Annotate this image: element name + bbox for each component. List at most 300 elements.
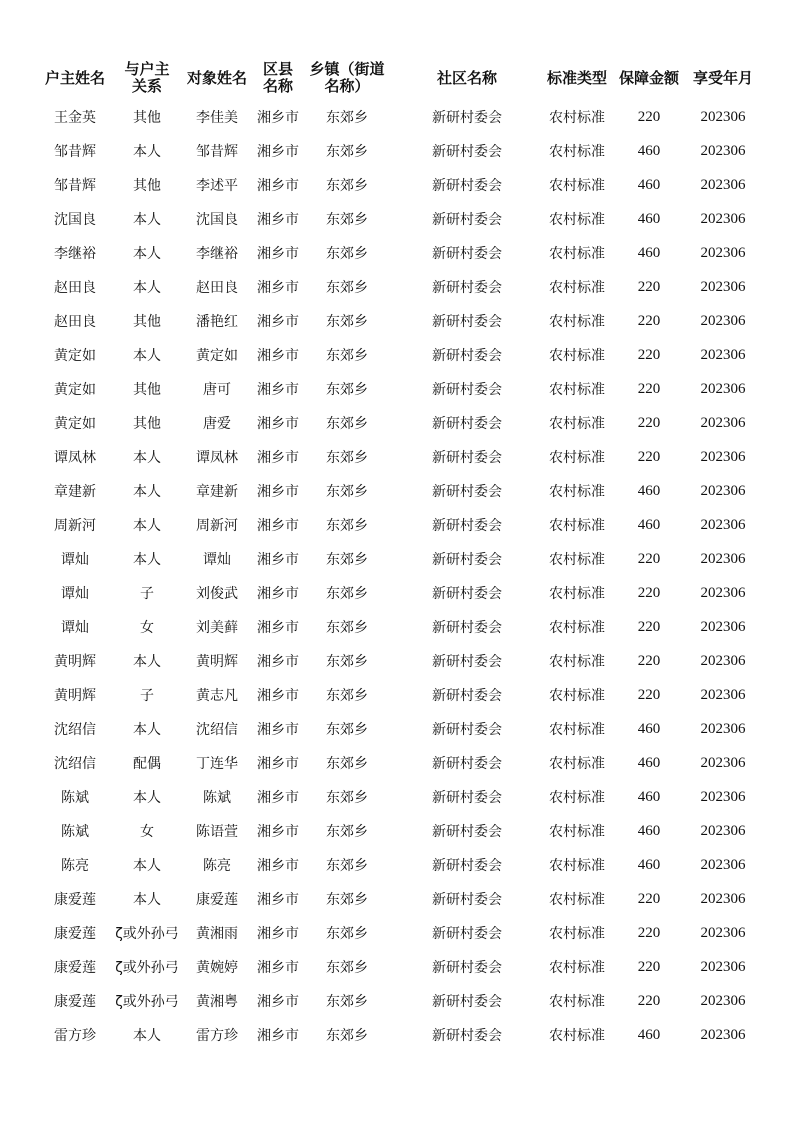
- header-county-name-line: 区县: [262, 60, 293, 78]
- cell-township-name: 东郊乡: [326, 994, 368, 1010]
- table-row: [38, 916, 758, 950]
- cell-standard-type: 农村标准: [549, 178, 605, 194]
- table-header-row: [38, 56, 758, 100]
- cell-community-name: 新研村委会: [432, 110, 502, 126]
- cell-recipient-name: 李继裕: [196, 246, 238, 262]
- cell-benefit-month: 202306: [700, 380, 746, 397]
- cell-standard-type: 农村标准: [549, 586, 605, 602]
- header-township-name-line: 名称）: [324, 77, 370, 95]
- cell-recipient-name: 邹昔辉: [196, 144, 238, 160]
- cell-township-name: 东郊乡: [326, 926, 368, 942]
- cell-household-head-name: 谭灿: [61, 552, 89, 568]
- cell-recipient-name: 周新河: [196, 518, 238, 534]
- cell-household-head-name: 李继裕: [54, 246, 96, 262]
- cell-relation-to-head: ζ或外孙弓: [115, 994, 179, 1010]
- cell-benefit-month: 202306: [700, 958, 746, 975]
- cell-household-head-name: 沈国良: [54, 212, 96, 228]
- cell-recipient-name: 陈斌: [203, 790, 231, 806]
- cell-relation-to-head: 子: [140, 688, 154, 704]
- cell-standard-type: 农村标准: [549, 756, 605, 772]
- cell-community-name: 新研村委会: [432, 314, 502, 330]
- cell-community-name: 新研村委会: [432, 994, 502, 1010]
- cell-benefit-amount: 460: [637, 720, 661, 737]
- cell-township-name: 东郊乡: [326, 382, 368, 398]
- cell-county-name: 湘乡市: [257, 892, 299, 908]
- table-row: [38, 372, 758, 406]
- cell-township-name: 东郊乡: [326, 756, 368, 772]
- cell-household-head-name: 黄定如: [54, 416, 96, 432]
- cell-community-name: 新研村委会: [432, 1028, 502, 1044]
- cell-benefit-month: 202306: [700, 584, 746, 601]
- cell-relation-to-head: 本人: [133, 722, 161, 738]
- cell-benefit-amount: 220: [637, 278, 661, 295]
- cell-county-name: 湘乡市: [257, 518, 299, 534]
- header-relation-to-head-line: 与户主: [124, 60, 170, 78]
- document-page: [38, 56, 758, 1052]
- cell-standard-type: 农村标准: [549, 382, 605, 398]
- cell-standard-type: 农村标准: [549, 722, 605, 738]
- cell-recipient-name: 唐爱: [203, 416, 231, 432]
- header-household-head-name-line: 户主姓名: [44, 68, 105, 87]
- cell-relation-to-head: 本人: [133, 246, 161, 262]
- cell-county-name: 湘乡市: [257, 790, 299, 806]
- cell-community-name: 新研村委会: [432, 280, 502, 296]
- table-row: [38, 576, 758, 610]
- table-row: [38, 848, 758, 882]
- cell-relation-to-head: 本人: [133, 790, 161, 806]
- cell-community-name: 新研村委会: [432, 450, 502, 466]
- cell-recipient-name: 唐可: [203, 382, 231, 398]
- cell-benefit-amount: 220: [637, 924, 661, 941]
- cell-benefit-amount: 460: [637, 482, 661, 499]
- table-row: [38, 406, 758, 440]
- table-row: [38, 678, 758, 712]
- cell-township-name: 东郊乡: [326, 824, 368, 840]
- cell-benefit-month: 202306: [700, 618, 746, 635]
- cell-benefit-amount: 460: [637, 516, 661, 533]
- cell-standard-type: 农村标准: [549, 892, 605, 908]
- cell-benefit-amount: 220: [637, 618, 661, 635]
- cell-county-name: 湘乡市: [257, 858, 299, 874]
- cell-recipient-name: 潘艳红: [196, 314, 238, 330]
- cell-benefit-amount: 220: [637, 346, 661, 363]
- cell-county-name: 湘乡市: [257, 450, 299, 466]
- cell-relation-to-head: 其他: [133, 110, 161, 126]
- table-row: [38, 134, 758, 168]
- table-row: [38, 950, 758, 984]
- cell-benefit-amount: 220: [637, 312, 661, 329]
- cell-standard-type: 农村标准: [549, 858, 605, 874]
- cell-community-name: 新研村委会: [432, 484, 502, 500]
- cell-recipient-name: 刘美藓: [196, 620, 238, 636]
- cell-relation-to-head: 本人: [133, 450, 161, 466]
- cell-benefit-month: 202306: [700, 210, 746, 227]
- cell-household-head-name: 黄定如: [54, 348, 96, 364]
- cell-household-head-name: 谭灿: [61, 620, 89, 636]
- cell-relation-to-head: 本人: [133, 1028, 161, 1044]
- cell-household-head-name: 周新河: [54, 518, 96, 534]
- cell-benefit-amount: 460: [637, 142, 661, 159]
- cell-benefit-amount: 460: [637, 754, 661, 771]
- header-relation-to-head-line: 关系: [131, 77, 162, 95]
- cell-community-name: 新研村委会: [432, 518, 502, 534]
- header-county-name: [252, 56, 304, 100]
- cell-relation-to-head: 配偶: [133, 756, 161, 772]
- cell-county-name: 湘乡市: [257, 960, 299, 976]
- cell-community-name: 新研村委会: [432, 144, 502, 160]
- cell-benefit-month: 202306: [700, 346, 746, 363]
- cell-benefit-amount: 220: [637, 958, 661, 975]
- cell-community-name: 新研村委会: [432, 552, 502, 568]
- cell-standard-type: 农村标准: [549, 314, 605, 330]
- cell-benefit-month: 202306: [700, 244, 746, 261]
- cell-township-name: 东郊乡: [326, 314, 368, 330]
- cell-relation-to-head: 本人: [133, 892, 161, 908]
- cell-standard-type: 农村标准: [549, 620, 605, 636]
- cell-benefit-month: 202306: [700, 312, 746, 329]
- cell-recipient-name: 黄明辉: [196, 654, 238, 670]
- cell-standard-type: 农村标准: [549, 348, 605, 364]
- cell-community-name: 新研村委会: [432, 212, 502, 228]
- cell-benefit-month: 202306: [700, 754, 746, 771]
- cell-benefit-month: 202306: [700, 686, 746, 703]
- cell-benefit-amount: 220: [637, 550, 661, 567]
- cell-community-name: 新研村委会: [432, 382, 502, 398]
- cell-relation-to-head: 本人: [133, 858, 161, 874]
- header-household-head-name: [38, 56, 112, 100]
- cell-recipient-name: 丁连华: [196, 756, 238, 772]
- cell-household-head-name: 黄明辉: [54, 654, 96, 670]
- cell-community-name: 新研村委会: [432, 246, 502, 262]
- cell-benefit-amount: 220: [637, 414, 661, 431]
- cell-standard-type: 农村标准: [549, 654, 605, 670]
- cell-standard-type: 农村标准: [549, 484, 605, 500]
- cell-household-head-name: 章建新: [54, 484, 96, 500]
- cell-benefit-month: 202306: [700, 924, 746, 941]
- cell-relation-to-head: 其他: [133, 416, 161, 432]
- cell-township-name: 东郊乡: [326, 450, 368, 466]
- table-row: [38, 236, 758, 270]
- table-row: [38, 814, 758, 848]
- cell-standard-type: 农村标准: [549, 790, 605, 806]
- cell-township-name: 东郊乡: [326, 178, 368, 194]
- cell-relation-to-head: 本人: [133, 484, 161, 500]
- cell-county-name: 湘乡市: [257, 382, 299, 398]
- cell-relation-to-head: 本人: [133, 348, 161, 364]
- header-recipient-name-line: 对象姓名: [186, 68, 247, 87]
- cell-standard-type: 农村标准: [549, 416, 605, 432]
- cell-standard-type: 农村标准: [549, 960, 605, 976]
- cell-recipient-name: 黄婉婷: [196, 960, 238, 976]
- cell-household-head-name: 王金英: [54, 110, 96, 126]
- cell-recipient-name: 李佳美: [196, 110, 238, 126]
- cell-relation-to-head: 其他: [133, 314, 161, 330]
- cell-recipient-name: 谭灿: [203, 552, 231, 568]
- table-row: [38, 508, 758, 542]
- cell-county-name: 湘乡市: [257, 552, 299, 568]
- cell-household-head-name: 谭灿: [61, 586, 89, 602]
- cell-benefit-month: 202306: [700, 176, 746, 193]
- cell-household-head-name: 雷方珍: [54, 1028, 96, 1044]
- header-recipient-name: [182, 56, 252, 100]
- cell-standard-type: 农村标准: [549, 824, 605, 840]
- table-row: [38, 780, 758, 814]
- cell-benefit-amount: 220: [637, 652, 661, 669]
- table-row: [38, 712, 758, 746]
- cell-recipient-name: 谭凤林: [196, 450, 238, 466]
- cell-county-name: 湘乡市: [257, 994, 299, 1010]
- cell-township-name: 东郊乡: [326, 654, 368, 670]
- cell-community-name: 新研村委会: [432, 586, 502, 602]
- cell-township-name: 东郊乡: [326, 110, 368, 126]
- cell-relation-to-head: 女: [140, 824, 154, 840]
- cell-township-name: 东郊乡: [326, 280, 368, 296]
- cell-township-name: 东郊乡: [326, 416, 368, 432]
- cell-county-name: 湘乡市: [257, 688, 299, 704]
- table-row: [38, 338, 758, 372]
- cell-standard-type: 农村标准: [549, 450, 605, 466]
- cell-relation-to-head: ζ或外孙弓: [115, 960, 179, 976]
- cell-benefit-amount: 220: [637, 448, 661, 465]
- cell-benefit-amount: 460: [637, 176, 661, 193]
- cell-recipient-name: 刘俊武: [196, 586, 238, 602]
- cell-county-name: 湘乡市: [257, 178, 299, 194]
- cell-recipient-name: 陈语萱: [196, 824, 238, 840]
- cell-household-head-name: 陈斌: [61, 790, 89, 806]
- cell-county-name: 湘乡市: [257, 348, 299, 364]
- cell-township-name: 东郊乡: [326, 348, 368, 364]
- cell-benefit-amount: 220: [637, 686, 661, 703]
- cell-county-name: 湘乡市: [257, 926, 299, 942]
- cell-benefit-amount: 460: [637, 822, 661, 839]
- cell-township-name: 东郊乡: [326, 246, 368, 262]
- cell-benefit-month: 202306: [700, 652, 746, 669]
- cell-recipient-name: 黄志凡: [196, 688, 238, 704]
- header-community-name-line: 社区名称: [436, 68, 497, 87]
- cell-household-head-name: 邹昔辉: [54, 144, 96, 160]
- cell-township-name: 东郊乡: [326, 858, 368, 874]
- cell-county-name: 湘乡市: [257, 212, 299, 228]
- cell-county-name: 湘乡市: [257, 314, 299, 330]
- table-row: [38, 1018, 758, 1052]
- cell-recipient-name: 康爱莲: [196, 892, 238, 908]
- table-row: [38, 202, 758, 236]
- cell-township-name: 东郊乡: [326, 790, 368, 806]
- cell-township-name: 东郊乡: [326, 144, 368, 160]
- assistance-table: [38, 56, 758, 1052]
- cell-relation-to-head: 本人: [133, 280, 161, 296]
- table-body: [38, 100, 758, 1052]
- table-row: [38, 168, 758, 202]
- cell-household-head-name: 陈亮: [61, 858, 89, 874]
- cell-community-name: 新研村委会: [432, 892, 502, 908]
- cell-recipient-name: 赵田良: [196, 280, 238, 296]
- cell-county-name: 湘乡市: [257, 144, 299, 160]
- cell-county-name: 湘乡市: [257, 246, 299, 262]
- cell-benefit-amount: 460: [637, 210, 661, 227]
- cell-recipient-name: 李述平: [196, 178, 238, 194]
- cell-relation-to-head: 其他: [133, 382, 161, 398]
- cell-benefit-month: 202306: [700, 482, 746, 499]
- cell-community-name: 新研村委会: [432, 178, 502, 194]
- cell-community-name: 新研村委会: [432, 926, 502, 942]
- cell-benefit-month: 202306: [700, 1026, 746, 1043]
- cell-recipient-name: 黄定如: [196, 348, 238, 364]
- cell-household-head-name: 黄明辉: [54, 688, 96, 704]
- header-county-name-line: 名称: [262, 77, 293, 95]
- cell-household-head-name: 康爱莲: [54, 926, 96, 942]
- cell-benefit-amount: 220: [637, 992, 661, 1009]
- cell-township-name: 东郊乡: [326, 620, 368, 636]
- cell-county-name: 湘乡市: [257, 824, 299, 840]
- cell-benefit-month: 202306: [700, 822, 746, 839]
- cell-benefit-month: 202306: [700, 108, 746, 125]
- cell-community-name: 新研村委会: [432, 722, 502, 738]
- cell-benefit-amount: 220: [637, 890, 661, 907]
- cell-recipient-name: 陈亮: [203, 858, 231, 874]
- cell-standard-type: 农村标准: [549, 144, 605, 160]
- table-row: [38, 474, 758, 508]
- cell-county-name: 湘乡市: [257, 1028, 299, 1044]
- cell-standard-type: 农村标准: [549, 994, 605, 1010]
- header-benefit-month-line: 享受年月: [692, 68, 753, 87]
- cell-benefit-amount: 460: [637, 244, 661, 261]
- cell-household-head-name: 陈斌: [61, 824, 89, 840]
- cell-township-name: 东郊乡: [326, 586, 368, 602]
- cell-recipient-name: 雷方珍: [196, 1028, 238, 1044]
- cell-relation-to-head: 本人: [133, 212, 161, 228]
- header-township-name-line: 乡镇（街道: [309, 60, 385, 78]
- cell-household-head-name: 康爱莲: [54, 994, 96, 1010]
- cell-county-name: 湘乡市: [257, 416, 299, 432]
- cell-household-head-name: 赵田良: [54, 280, 96, 296]
- header-community-name: [390, 56, 544, 100]
- table-row: [38, 270, 758, 304]
- table-row: [38, 304, 758, 338]
- table-row: [38, 746, 758, 780]
- cell-benefit-month: 202306: [700, 856, 746, 873]
- table-row: [38, 644, 758, 678]
- cell-community-name: 新研村委会: [432, 960, 502, 976]
- cell-standard-type: 农村标准: [549, 518, 605, 534]
- cell-benefit-month: 202306: [700, 788, 746, 805]
- cell-benefit-amount: 460: [637, 1026, 661, 1043]
- cell-community-name: 新研村委会: [432, 756, 502, 772]
- header-township-name: [304, 56, 390, 100]
- cell-community-name: 新研村委会: [432, 824, 502, 840]
- cell-recipient-name: 黄湘粤: [196, 994, 238, 1010]
- header-benefit-month: [688, 56, 758, 100]
- cell-township-name: 东郊乡: [326, 484, 368, 500]
- table-row: [38, 882, 758, 916]
- cell-standard-type: 农村标准: [549, 688, 605, 704]
- cell-household-head-name: 沈绍信: [54, 722, 96, 738]
- cell-relation-to-head: 其他: [133, 178, 161, 194]
- cell-benefit-month: 202306: [700, 720, 746, 737]
- cell-township-name: 东郊乡: [326, 688, 368, 704]
- cell-household-head-name: 邹昔辉: [54, 178, 96, 194]
- cell-relation-to-head: 本人: [133, 518, 161, 534]
- cell-community-name: 新研村委会: [432, 416, 502, 432]
- cell-recipient-name: 沈绍信: [196, 722, 238, 738]
- cell-standard-type: 农村标准: [549, 1028, 605, 1044]
- cell-benefit-amount: 460: [637, 788, 661, 805]
- cell-community-name: 新研村委会: [432, 654, 502, 670]
- cell-county-name: 湘乡市: [257, 620, 299, 636]
- cell-relation-to-head: 子: [140, 586, 154, 602]
- cell-county-name: 湘乡市: [257, 280, 299, 296]
- cell-recipient-name: 沈国良: [196, 212, 238, 228]
- table-row: [38, 542, 758, 576]
- cell-township-name: 东郊乡: [326, 212, 368, 228]
- header-standard-type: [544, 56, 610, 100]
- cell-community-name: 新研村委会: [432, 688, 502, 704]
- cell-recipient-name: 黄湘雨: [196, 926, 238, 942]
- cell-household-head-name: 黄定如: [54, 382, 96, 398]
- table-row: [38, 100, 758, 134]
- cell-household-head-name: 沈绍信: [54, 756, 96, 772]
- cell-benefit-month: 202306: [700, 142, 746, 159]
- cell-township-name: 东郊乡: [326, 518, 368, 534]
- cell-benefit-month: 202306: [700, 516, 746, 533]
- cell-benefit-amount: 220: [637, 380, 661, 397]
- cell-township-name: 东郊乡: [326, 960, 368, 976]
- cell-county-name: 湘乡市: [257, 586, 299, 602]
- cell-standard-type: 农村标准: [549, 552, 605, 568]
- cell-township-name: 东郊乡: [326, 722, 368, 738]
- cell-relation-to-head: 本人: [133, 552, 161, 568]
- cell-county-name: 湘乡市: [257, 756, 299, 772]
- cell-household-head-name: 康爱莲: [54, 892, 96, 908]
- header-benefit-amount-line: 保障金额: [618, 68, 679, 87]
- cell-standard-type: 农村标准: [549, 110, 605, 126]
- cell-standard-type: 农村标准: [549, 212, 605, 228]
- cell-benefit-month: 202306: [700, 278, 746, 295]
- cell-household-head-name: 赵田良: [54, 314, 96, 330]
- cell-benefit-month: 202306: [700, 992, 746, 1009]
- header-standard-type-line: 标准类型: [546, 68, 607, 87]
- table-row: [38, 610, 758, 644]
- cell-community-name: 新研村委会: [432, 858, 502, 874]
- cell-household-head-name: 康爱莲: [54, 960, 96, 976]
- header-relation-to-head: [112, 56, 182, 100]
- cell-benefit-month: 202306: [700, 550, 746, 567]
- cell-benefit-amount: 220: [637, 584, 661, 601]
- cell-community-name: 新研村委会: [432, 790, 502, 806]
- cell-township-name: 东郊乡: [326, 1028, 368, 1044]
- cell-benefit-amount: 220: [637, 108, 661, 125]
- cell-relation-to-head: ζ或外孙弓: [115, 926, 179, 942]
- cell-county-name: 湘乡市: [257, 722, 299, 738]
- cell-benefit-month: 202306: [700, 448, 746, 465]
- cell-standard-type: 农村标准: [549, 246, 605, 262]
- cell-relation-to-head: 女: [140, 620, 154, 636]
- cell-benefit-month: 202306: [700, 414, 746, 431]
- cell-relation-to-head: 本人: [133, 654, 161, 670]
- table-row: [38, 440, 758, 474]
- cell-township-name: 东郊乡: [326, 552, 368, 568]
- cell-county-name: 湘乡市: [257, 110, 299, 126]
- table-row: [38, 984, 758, 1018]
- cell-household-head-name: 谭凤林: [54, 450, 96, 466]
- cell-county-name: 湘乡市: [257, 654, 299, 670]
- cell-recipient-name: 章建新: [196, 484, 238, 500]
- cell-community-name: 新研村委会: [432, 620, 502, 636]
- cell-township-name: 东郊乡: [326, 892, 368, 908]
- cell-relation-to-head: 本人: [133, 144, 161, 160]
- cell-benefit-amount: 460: [637, 856, 661, 873]
- cell-benefit-month: 202306: [700, 890, 746, 907]
